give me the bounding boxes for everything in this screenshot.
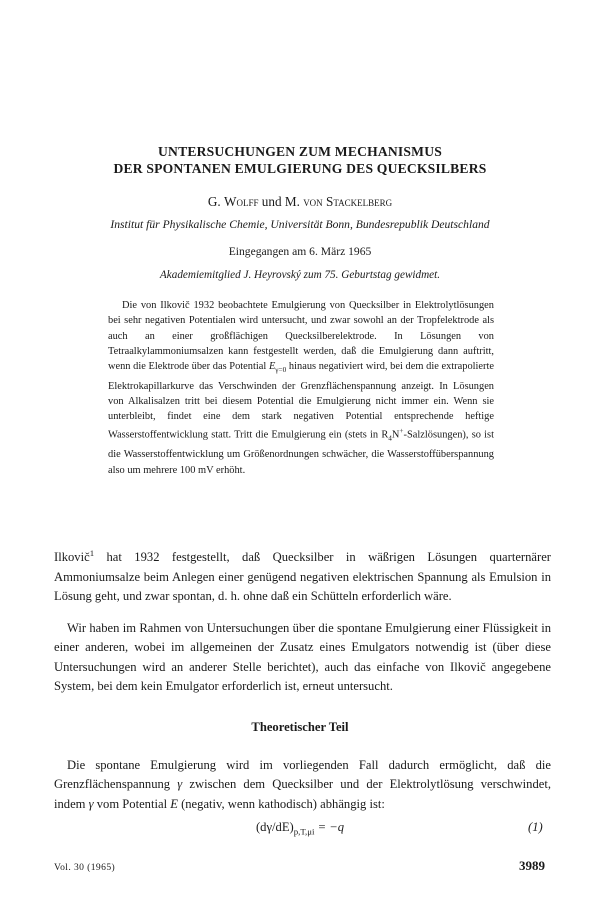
paragraph-3-text-3: vom Potential xyxy=(93,796,171,811)
abstract-sup-plus: + xyxy=(399,427,404,436)
author-2-name: von Stackelberg xyxy=(303,194,393,209)
author-1-name: Wolff xyxy=(224,194,259,209)
equation xyxy=(0,820,600,837)
abstract xyxy=(108,298,494,478)
symbol-gamma: γ xyxy=(88,796,94,811)
authors xyxy=(0,194,600,210)
page-number: 3989 xyxy=(519,858,545,873)
abstract-text-3: -Salzlösungen), so ist die Wasserstoffentwicklung um Größenordnungen schwächer, die Wasserstoffüberspannung also um mehrere 100 mV erhöht. xyxy=(108,429,494,476)
paragraph-3 xyxy=(54,756,551,814)
institution: Institut für Physikalische Chemie, Universität Bonn, Bundesrepublik Deutschland xyxy=(110,218,490,231)
abstract-n: N xyxy=(391,429,400,441)
abstract-symbol-e: E xyxy=(268,361,276,373)
paper-title-line-1: UNTERSUCHUNGEN ZUM MECHANISMUS xyxy=(158,144,442,159)
equation-rhs: = −q xyxy=(314,820,345,834)
paragraph-1-text: hat 1932 festgestellt, daß Quecksilber in wäßrigen Lösungen quarternärer Ammoniumsalze beim Anlegen einer genügend negativen elektrischen Spannung als Emulsion in Lösung geht, und zwar spontan, d. h. ohne daß ein Schütteln erforderlich wäre. xyxy=(54,550,551,603)
dedication: Akademiemitglied J. Heyrovský zum 75. Geburtstag gewidmet. xyxy=(159,269,441,281)
authors-conjunction: und xyxy=(258,194,285,209)
section-heading: Theoretischer Teil xyxy=(251,720,349,734)
symbol-e: E xyxy=(170,796,178,811)
paragraph-1 xyxy=(54,544,551,606)
paragraph-2: Wir haben im Rahmen von Untersuchungen über die spontane Emulgierung einer Flüssigkeit in einer anderen, wobei im allgemeinen der Zusatz eines Emulgators notwendig ist (über diese Untersuchungen wird an anderer Stelle berichtet), auch das einfache von Ilkovič angegebene System, bei dem kein Emulgator erforderlich ist, erneut untersucht. xyxy=(54,621,551,694)
paragraph-3-text-1: Die spontane Emulgierung wird im vorliegenden Fall dadurch ermöglicht, daß die Grenzflächenspannung xyxy=(54,758,551,792)
paragraph-3-text-2: zwischen dem Quecksilber und der Elektrolytlösung verschwindet, indem xyxy=(54,777,551,811)
abstract-text-2: hinaus negativiert wird, bei dem die extrapolierte Elektrokapillarkurve das Verschwinden der Grenzflächenspannung anzeigt. In Lösungen von Alkalisalzen tritt bei diesem Potential die Emulgierung nicht immer ein. Wenn sie unterbleibt, findet eine dem stark negativen Potential entsprechende heftige Wasserstoffentwicklung statt. Tritt die Emulgierung ein (stets in R xyxy=(108,361,494,441)
reference-marker[interactable]: 1 xyxy=(89,548,95,558)
author-1-initial: G. xyxy=(207,194,225,209)
abstract-sub-4: 4 xyxy=(388,435,392,443)
abstract-subscript: γ=0 xyxy=(275,366,287,375)
received-date: Eingegangen am 6. März 1965 xyxy=(228,245,372,258)
equation-lhs: (dγ/dE) xyxy=(255,820,294,834)
equation-subscript: p,T,μi xyxy=(293,826,315,837)
footer-volume: Vol. 30 (1965) xyxy=(54,862,116,873)
symbol-gamma: γ xyxy=(177,777,183,792)
paragraph-3-text-4: (negativ, wenn kathodisch) abhängig ist: xyxy=(177,796,385,811)
equation-number: (1) xyxy=(528,820,543,834)
paragraph-1-name: Ilkovič xyxy=(54,550,90,565)
abstract-text-1: Die von Ilkovič 1932 beobachtete Emulgierung von Quecksilber in Elektrolytlösungen bei sehr negativen Potentialen wird untersucht, und zwar sowohl an der Tropfelektrode als auch an einer großflächigen Quecksilberelektrode. In Lösungen von Tetraalkylammoniumsalzen kann festgestellt werden, daß die Emulgierung dann auftritt, wenn die Elektrode über das Potential xyxy=(108,300,494,373)
author-2-initial: M. xyxy=(284,194,304,209)
paper-title-line-2: DER SPONTANEN EMULGIERUNG DES QUECKSILBERS xyxy=(113,161,487,176)
